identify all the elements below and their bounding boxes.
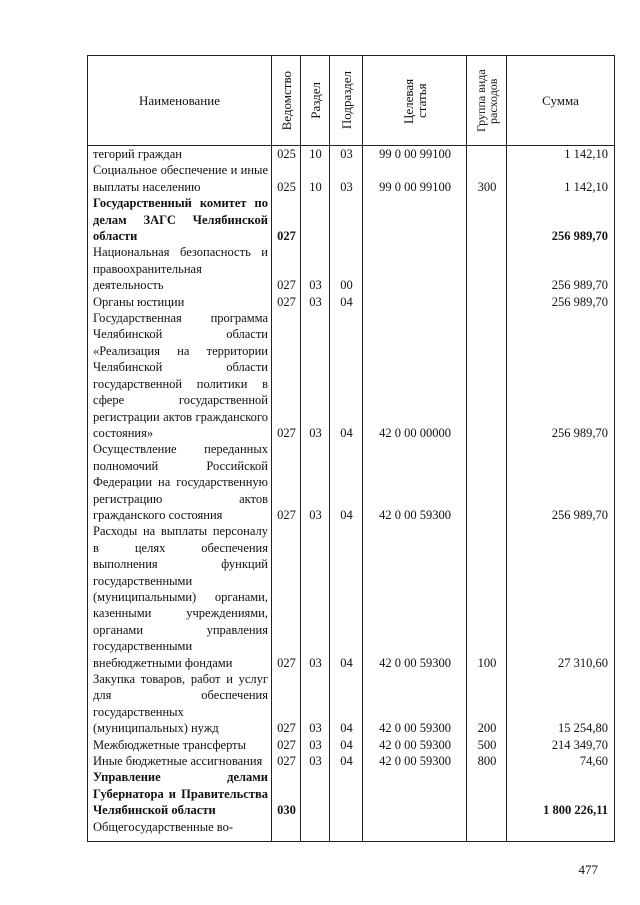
cell-raz (301, 769, 330, 818)
cell-raz: 10 (309, 179, 322, 194)
table-row (88, 162, 614, 195)
cell-group: 200 (477, 721, 497, 736)
cell-target (363, 769, 467, 818)
cell-ved: 027 (277, 278, 296, 293)
header-group: Группа вида расходов (467, 56, 507, 145)
cell-name: Органы юстиции (93, 294, 185, 309)
cell-group (467, 294, 507, 310)
cell-sum (507, 819, 614, 835)
cell-group (467, 819, 507, 835)
budget-table (87, 55, 615, 842)
cell-raz: 03 (309, 655, 322, 670)
cell-sum: 27 310,60 (558, 655, 608, 670)
cell-pod (330, 819, 363, 835)
cell-sum: 256 989,70 (551, 278, 608, 293)
table-row (88, 310, 614, 441)
cell-group (467, 244, 507, 293)
cell-raz: 03 (309, 754, 322, 769)
cell-sum: 256 989,70 (551, 294, 608, 309)
cell-raz (301, 819, 330, 835)
cell-ved: 025 (277, 147, 296, 161)
cell-target (363, 195, 467, 244)
cell-ved: 025 (277, 179, 296, 194)
cell-ved (272, 819, 301, 835)
cell-raz: 03 (309, 507, 322, 522)
cell-raz: 03 (309, 737, 322, 752)
cell-target (363, 244, 467, 293)
cell-target: 42 0 00 59300 (379, 507, 451, 522)
cell-ved: 027 (277, 294, 296, 309)
table-row (88, 244, 614, 293)
cell-pod: 04 (340, 294, 353, 309)
cell-name: Расходы на выплаты персоналу в целях обеспечения выполнения функций государственными (муниципальными) органами, казенными учреждениями, органами управления государственными внебюджетными фондами (93, 524, 268, 670)
cell-target: 42 0 00 00000 (379, 425, 451, 440)
cell-pod: 04 (340, 507, 353, 522)
table-row (88, 441, 614, 523)
cell-name: тегорий граждан (93, 147, 182, 161)
table-row (88, 769, 614, 818)
cell-group: 100 (477, 655, 497, 670)
cell-sum: 74,60 (579, 754, 608, 769)
table-row (88, 146, 614, 162)
cell-group (467, 146, 507, 162)
table-row (88, 753, 614, 769)
cell-sum: 15 254,80 (558, 721, 608, 736)
cell-name: Общегосударственные во- (93, 819, 234, 834)
cell-pod (330, 769, 363, 818)
cell-name: Социальное обеспечение и иные выплаты населению (93, 163, 268, 194)
cell-sum: 1 142,10 (564, 147, 608, 161)
cell-pod: 03 (340, 147, 353, 161)
cell-target: 99 0 00 99100 (379, 147, 451, 161)
table-row (88, 294, 614, 310)
cell-sum: 256 989,70 (551, 425, 608, 440)
cell-raz (301, 195, 330, 244)
cell-raz: 03 (309, 721, 322, 736)
cell-group: 300 (477, 179, 497, 194)
cell-ved: 027 (277, 229, 296, 244)
table-body (88, 146, 614, 841)
page-number: 477 (578, 862, 598, 877)
cell-ved: 027 (277, 737, 296, 752)
table-row (88, 819, 614, 835)
table-header (88, 56, 614, 146)
cell-ved: 030 (277, 803, 296, 818)
cell-ved: 027 (277, 655, 296, 670)
cell-name: Межбюджетные трансферты (93, 737, 247, 752)
cell-name: Государственный комитет по делам ЗАГС Челябинской области (93, 196, 268, 244)
table-row (88, 671, 614, 737)
cell-group (467, 195, 507, 244)
header-name: Наименование (88, 56, 272, 145)
cell-sum: 1 142,10 (564, 179, 608, 194)
cell-sum: 214 349,70 (551, 737, 608, 752)
cell-pod (330, 195, 363, 244)
cell-pod: 04 (340, 655, 353, 670)
cell-sum: 256 989,70 (551, 507, 608, 522)
cell-target: 42 0 00 59300 (379, 721, 451, 736)
cell-target: 99 0 00 99100 (379, 179, 451, 194)
cell-name: Управление делами Губернатора и Правительства Челябинской области (93, 770, 268, 818)
cell-pod: 04 (340, 721, 353, 736)
cell-group: 500 (477, 737, 497, 752)
cell-pod: 04 (340, 754, 353, 769)
cell-raz: 10 (309, 147, 322, 161)
header-razdel: Раздел (301, 56, 330, 145)
cell-sum: 1 800 226,11 (543, 803, 608, 818)
header-target: Целевая статья (363, 56, 467, 145)
cell-group: 800 (477, 754, 497, 769)
cell-group (467, 310, 507, 441)
cell-ved: 027 (277, 507, 296, 522)
cell-sum: 256 989,70 (551, 229, 608, 244)
cell-raz: 03 (309, 294, 322, 309)
table-row (88, 523, 614, 671)
header-vedomstvo: Ведомство (272, 56, 301, 145)
cell-pod: 04 (340, 425, 353, 440)
header-podrazdel: Подраздел (330, 56, 363, 145)
cell-name: Национальная безопасность и правоохранительная деятельность (93, 245, 268, 293)
cell-raz: 03 (309, 425, 322, 440)
cell-raz: 03 (309, 278, 322, 293)
cell-name: Государственная программа Челябинской области «Реализация на территории Челябинской области государственной политики в сфере государственной регистрации актов гражданского состояния» (93, 311, 268, 440)
table-row (88, 195, 614, 244)
cell-ved: 027 (277, 425, 296, 440)
cell-target: 42 0 00 59300 (379, 737, 451, 752)
cell-target: 42 0 00 59300 (379, 655, 451, 670)
cell-target (363, 819, 467, 835)
cell-ved: 027 (277, 754, 296, 769)
cell-pod: 03 (340, 179, 353, 194)
cell-target: 42 0 00 59300 (379, 754, 451, 769)
cell-pod: 00 (340, 278, 353, 293)
cell-group (467, 769, 507, 818)
table-row (88, 737, 614, 753)
cell-group (467, 441, 507, 523)
cell-pod: 04 (340, 737, 353, 752)
cell-name: Закупка товаров, работ и услуг для обеспечения государственных (муниципальных) нужд (93, 672, 268, 736)
cell-name: Иные бюджетные ассигнования (93, 754, 263, 769)
cell-ved: 027 (277, 721, 296, 736)
header-sum: Сумма (542, 92, 579, 108)
cell-name: Осуществление переданных полномочий Российской Федерации на государственную регистрацию актов гражданского состояния (93, 442, 268, 522)
cell-target (363, 294, 467, 310)
